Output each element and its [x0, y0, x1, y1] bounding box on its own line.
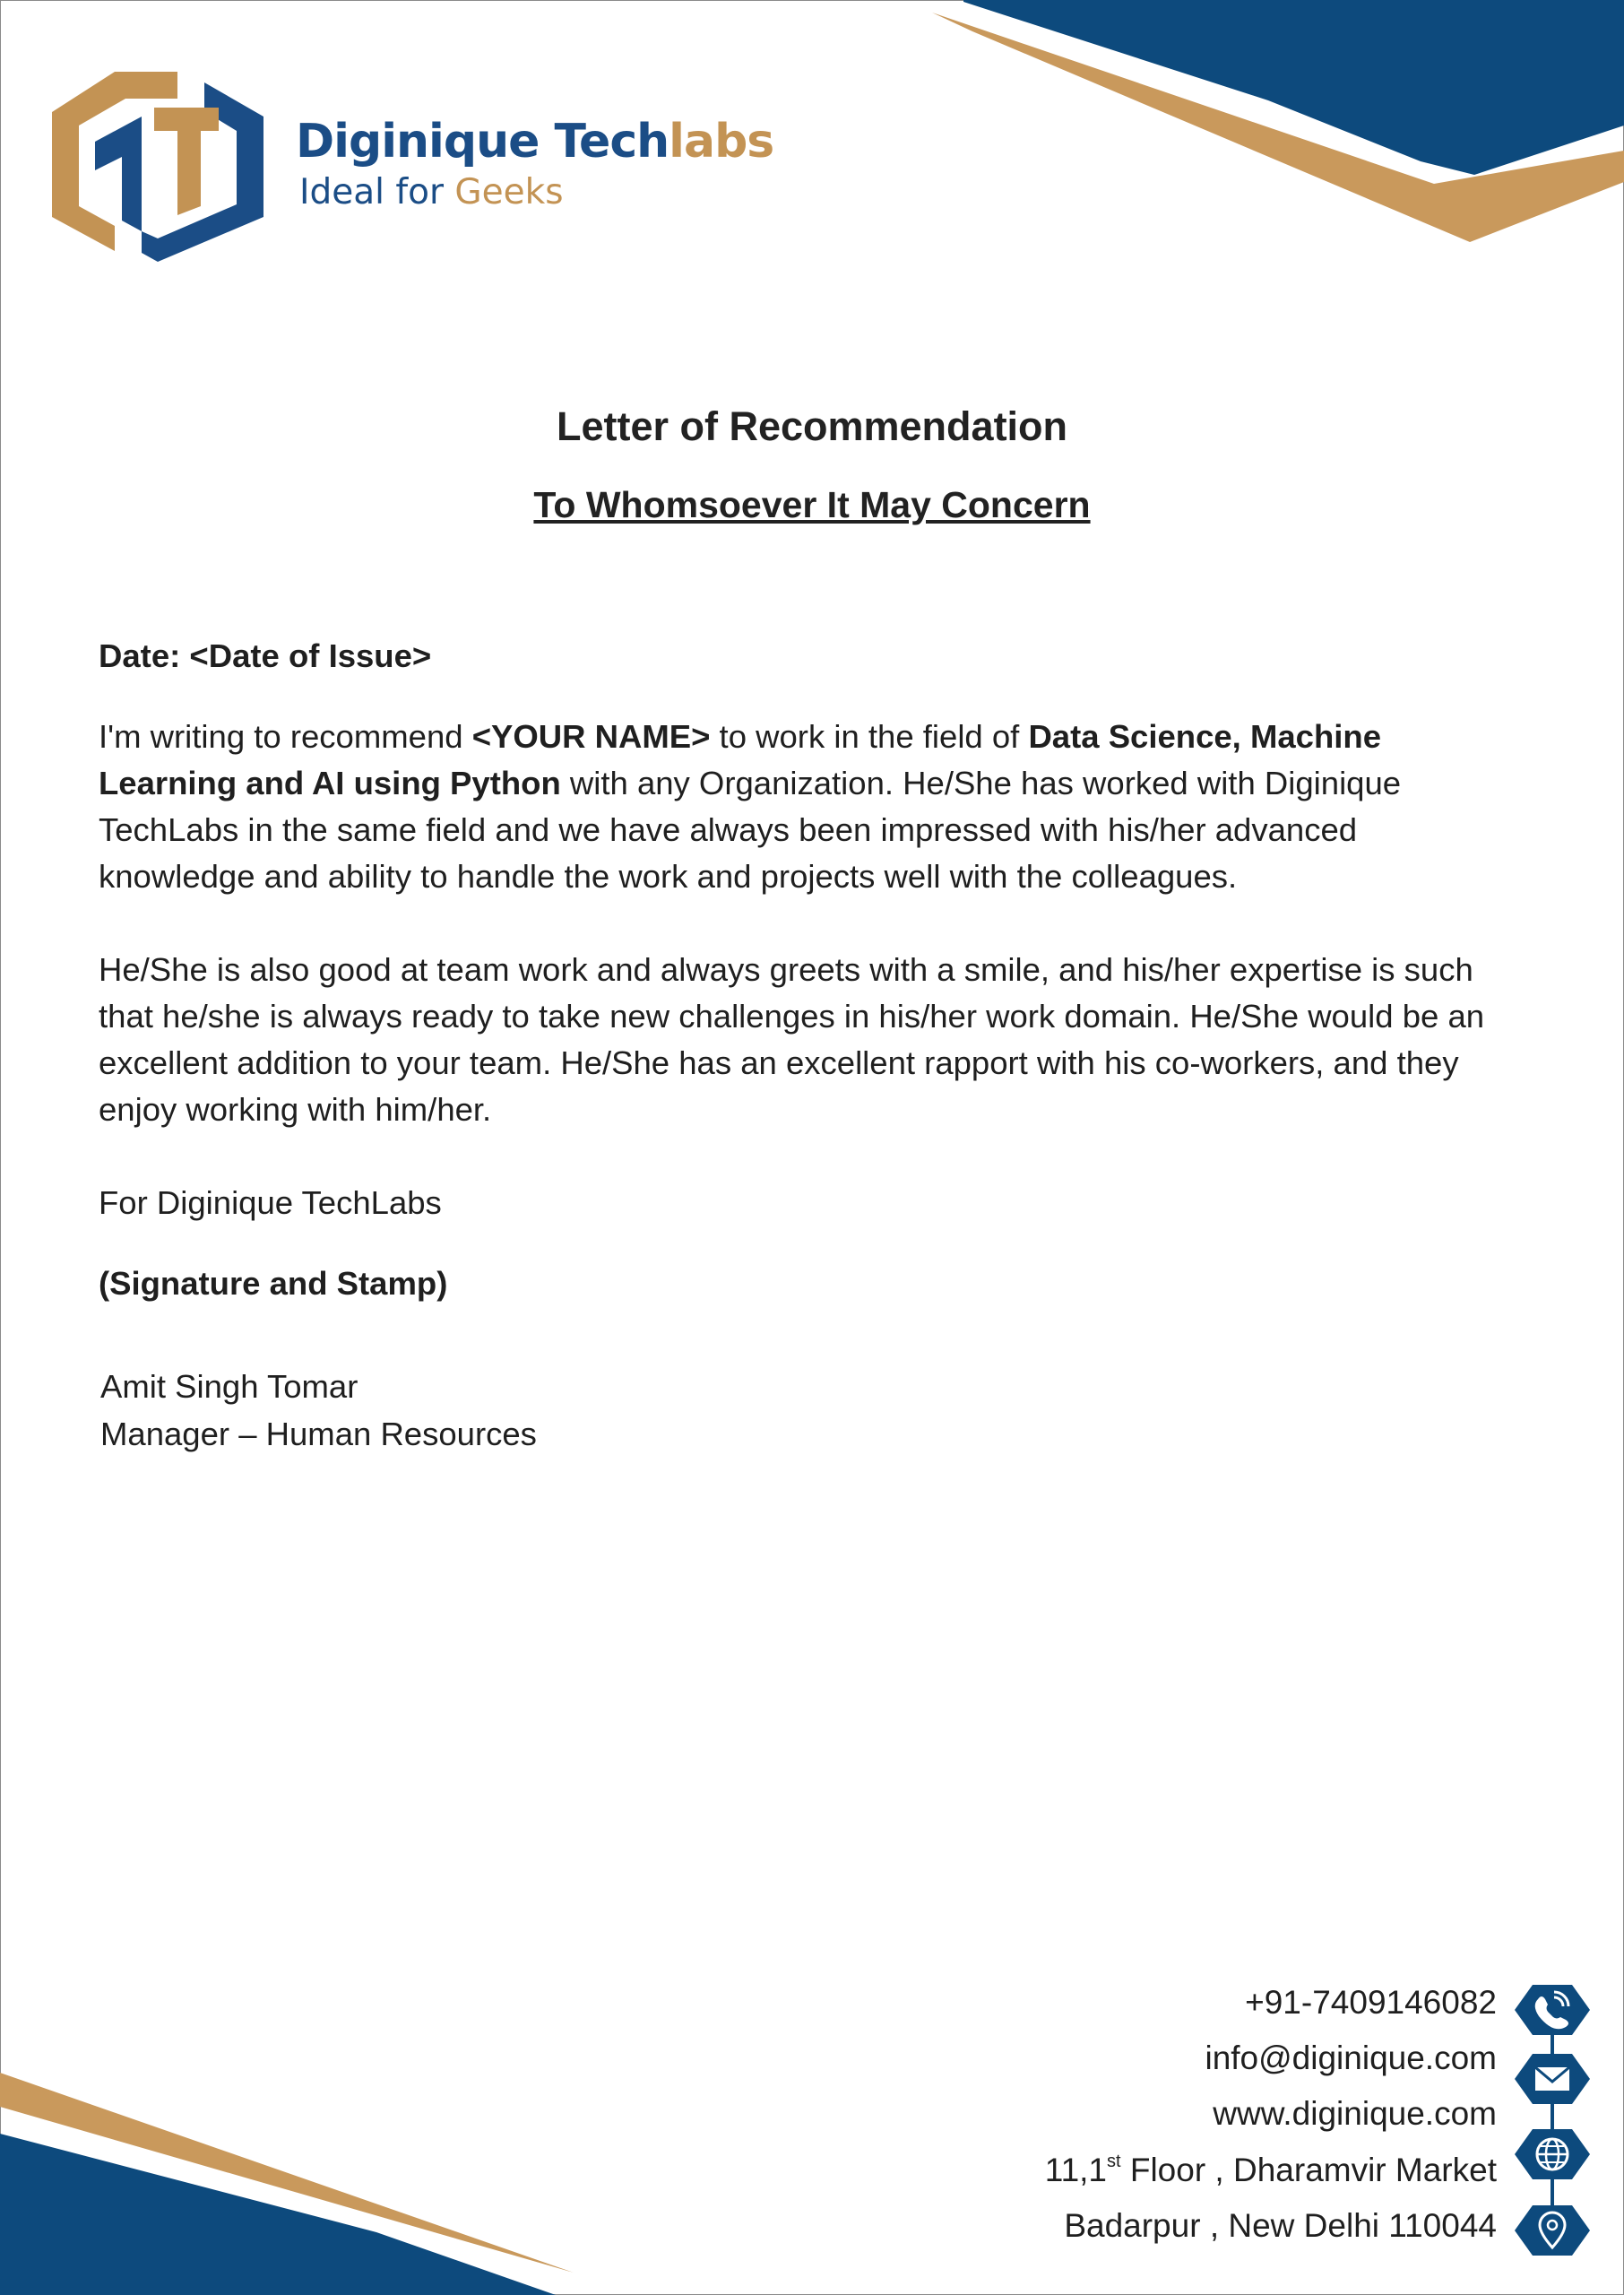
contact-email: info@diginique.com	[1205, 2040, 1497, 2076]
phone-icon	[1515, 1985, 1590, 2035]
candidate-name-placeholder: <YOUR NAME>	[471, 718, 711, 755]
address-floor-number: 11,1	[1044, 2152, 1108, 2188]
date-line: Date: <Date of Issue>	[99, 637, 432, 674]
globe-icon	[1515, 2129, 1590, 2179]
location-pin-icon	[1515, 2205, 1590, 2256]
for-company-line: For Diginique TechLabs	[99, 1184, 442, 1221]
address-market: Floor , Dharamvir Market	[1120, 2152, 1497, 2188]
signer-title: Manager – Human Resources	[100, 1416, 537, 1452]
contact-phone: +91-7409146082	[1245, 1984, 1497, 2021]
para1-text-a: I'm writing to recommend	[99, 718, 472, 755]
field-of-work: Data Science, Machine Learning and AI using Python	[99, 718, 1382, 801]
brand-name-primary: Diginique Tech	[296, 115, 669, 169]
para1-text-c: with any Organization. He/She has worked with Diginique TechLabs in the same field and we have always been impressed with his/her advanced knowledge and ability to handle the work and projects well with the colleagues.	[99, 765, 1402, 895]
contact-website: www.diginique.com	[1213, 2095, 1497, 2132]
brand-name-accent: labs	[669, 115, 774, 169]
mail-icon	[1515, 2054, 1590, 2104]
tagline-primary: Ideal for	[299, 172, 455, 212]
address-ordinal-suffix: st	[1107, 2152, 1121, 2171]
para1-text-b: to work in the field of	[710, 718, 1029, 755]
signer-name: Amit Singh Tomar	[100, 1368, 358, 1405]
paragraph-2: He/She is also good at team work and always greets with a smile, and his/her expertise is such that he/she is always ready to take new challenges in his/her work domain. He/She would be an excellent addition to your team. He/She has an excellent rapport with his co-workers, and they enjoy working with him/her.	[99, 951, 1485, 1128]
letter-title: Letter of Recommendation	[556, 403, 1068, 449]
tagline-accent: Geeks	[454, 172, 564, 212]
letter-subtitle: To Whomsoever It May Concern	[533, 484, 1091, 525]
contact-address-line-2: Badarpur , New Delhi 110044	[1064, 2207, 1497, 2244]
signature-label: (Signature and Stamp)	[99, 1265, 448, 1302]
